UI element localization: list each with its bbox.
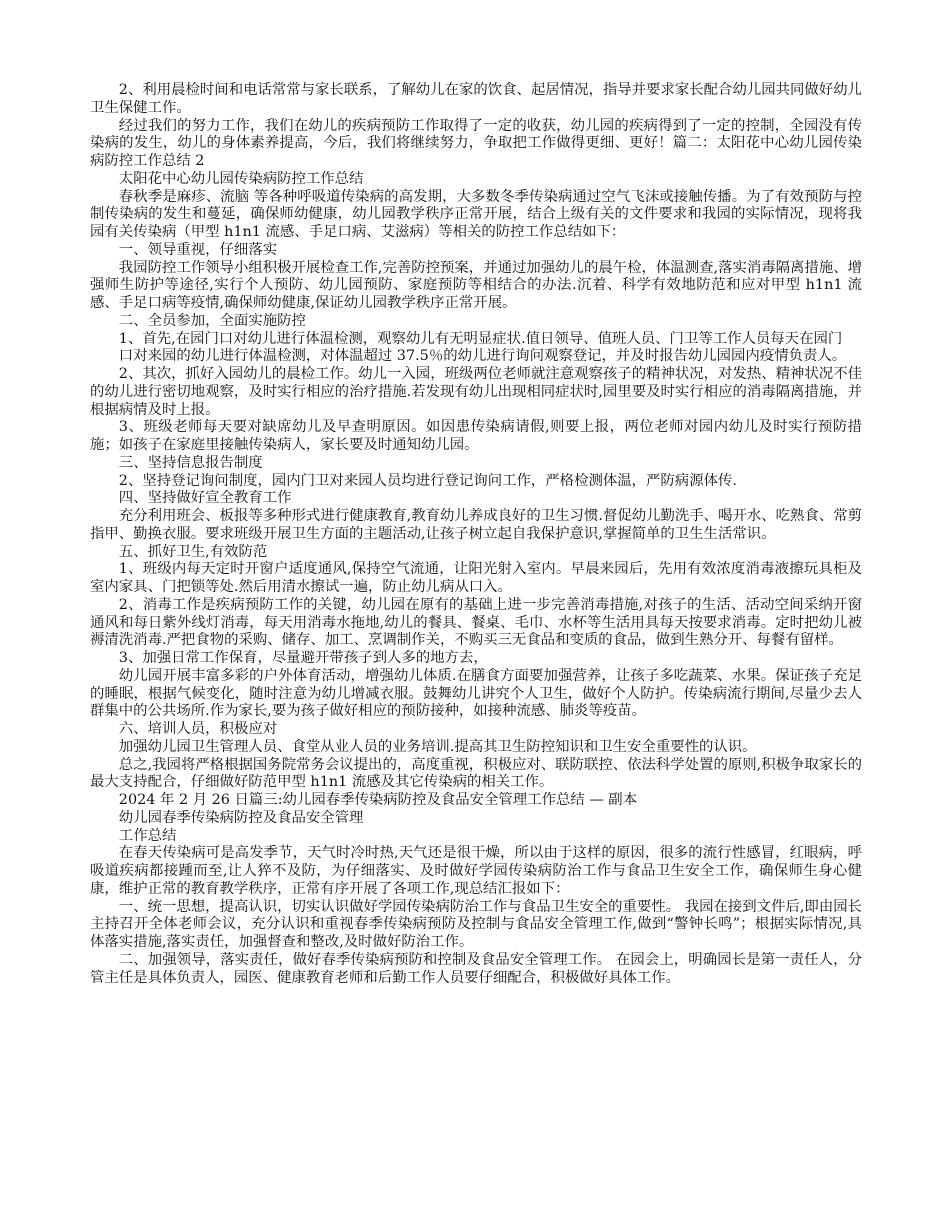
paragraph: 经过我们的努力工作，我们在幼儿的疾病预防工作取得了一定的收获，幼儿园的疾病得到了一定的控制，全园没有传染病的发生，幼儿的身体素养提高，今后，我们将继续努力，争取把工作做得更细、更好！篇二：太阳花中心幼儿园传染病防控工作总结 2 [90, 117, 862, 169]
document-body [90, 82, 862, 987]
paragraph: 口对来园的幼儿进行体温检测，对体温超过 37.5％的幼儿进行询问观察登记，并及时报告幼儿园园内疫情负责人。 [118, 348, 847, 365]
section-heading: 一、领导重视，仔细落实 [118, 241, 278, 258]
paragraph: 二、加强领导，落实责任，做好春季传染病预防和控制及食品安全管理工作。 在园会上，明确园长是第一责任人，分管主任是具体负责人，园医、健康教育老师和后勤工作人员要仔细配合，积极做好具体工作。 [90, 951, 862, 986]
paragraph: 我园防控工作领导小组积极开展检查工作,完善防控预案，并通过加强幼儿的晨午检，体温测查,落实消毒隔离措施、增强师生防护等途径,实行个人预防、幼儿园预防、家庭预防等相结合的办法.沉着、科学有效地防范和应对甲型 h1n1 流感、手足口病等疫情,确保师幼健康,保证幼儿园教学秩序正常开展。 [90, 259, 862, 311]
section-title: 太阳花中心幼儿园传染病防控工作总结 [118, 170, 364, 187]
paragraph: 幼儿园开展丰富多彩的户外体育活动，增强幼儿体质.在膳食方面要加强营养，让孩子多吃蔬菜、水果。保证孩子充足的睡眠，根据气候变化，随时注意为幼儿增减衣服。鼓舞幼儿讲究个人卫生，做好个人防护。传染病流行期间,尽量少去人群集中的公共场所.作为家长,要为孩子做好相应的预防接种，如接种流感、肺炎等疫苗。 [90, 667, 862, 720]
paragraph: 1、班级内每天定时开窗户适度通风,保持空气流通，让阳光射入室内。早晨来园后，先用有效浓度消毒液擦玩具柜及室内家具、门把锁等处.然后用清水擦试一遍，防止幼儿病从口入。 [90, 561, 862, 595]
section-heading: 三、坚持信息报告制度 [118, 454, 263, 471]
paragraph: 2、其次，抓好入园幼儿的晨检工作。幼儿一入园，班级两位老师就注意观察孩子的精神状况，对发热、精神状况不佳的幼儿进行密切地观察，及时实行相应的治疗措施.若发现有幼儿出现相同症状时,园里要及时实行相应的消毒隔离措施，并根据病情及时上报。 [90, 366, 862, 418]
section-heading: 六、培训人员，积极应对 [118, 721, 278, 737]
paragraph: 总之,我园将严格根据国务院常务会议提出的，高度重视，积极应对、联防联控、依法科学处置的原则,积极争取家长的最大支持配合，仔细做好防范甲型 h1n1 流感及其它传染病的相关工作。 [90, 756, 862, 791]
paragraph: 2、利用晨检时间和电话常常与家长联系，了解幼儿在家的饮食、起居情况，指导并要求家长配合幼儿园共同做好幼儿卫生保健工作。 [90, 82, 862, 116]
section-heading: 二、全员参加，全面实施防控 [118, 312, 306, 329]
section-title: 工作总结 [118, 827, 177, 844]
paragraph: 3、加强日常工作保育，尽量避开带孩子到人多的地方去， [118, 650, 488, 666]
section-heading: 五、抓好卫生,有效防范 [118, 543, 268, 560]
paragraph: 充分利用班会、板报等多种形式进行健康教育,教育幼儿养成良好的卫生习惯.督促幼儿勤洗手、喝开水、吃熟食、常剪指甲、勤换衣服。要求班级开展卫生方面的主题活动,让孩子树立起自我保护意识,掌握简单的卫生生活常识。 [90, 508, 862, 542]
paragraph: 2、坚持登记询问制度，园内门卫对来园人员均进行登记询问工作，严格检测体温，严防病源体传. [118, 472, 737, 489]
paragraph: 春秋季是麻疹、流脑 等各种呼吸道传染病的高发期，大多数冬季传染病通过空气飞沫或接触传播。为了有效预防与控制传染病的发生和蔓延，确保师幼健康，幼儿园教学秩序正常开展，结合上级有关的文件要求和我园的实际情况，现将我园有关传染病（甲型 h1n1 流感、手足口病、艾滋病）等相关的防控工作总结如下： [90, 188, 862, 240]
section-heading: 四、坚持做好宣全教育工作 [118, 490, 292, 507]
paragraph: 2、消毒工作是疾病预防工作的关键，幼儿园在原有的基础上进一步完善消毒措施,对孩子的生活、活动空间采纳开窗通风和每日紫外线灯消毒，每天用消毒水拖地,幼儿的餐具、餐桌、毛巾、水杯等生活用具每天按要求消毒。定时把幼儿被褥清洗消毒.严把食物的采购、储存、加工、烹调制作关，不购买三无食品和变质的食品，做到生熟分开、每餐有留样。 [90, 596, 862, 649]
section-title: 幼儿园春季传染病防控及食品安全管理 [118, 809, 364, 826]
paragraph: 加强幼儿园卫生管理人员、食堂从业人员的业务培训.提高其卫生防控知识和卫生安全重要性的认识。 [118, 738, 757, 755]
paragraph: 2024 年 2 月 26 日篇三:幼儿园春季传染病防控及食品安全管理工作总结 — 副本 [118, 792, 638, 808]
paragraph: 1、首先,在园门口对幼儿进行体温检测，观察幼儿有无明显症状.值日领导、值班人员、门卫等工作人员每天在园门 [118, 330, 843, 347]
paragraph: 在春天传染病可是高发季节，天气时冷时热,天气还是很干燥，所以由于这样的原因，很多的流行性感冒，红眼病，呼吸道疾病都接踵而至,让人猝不及防，为仔细落实、及时做好学园传染病防治工作与食品卫生安全工作，确保师生身心健康，维护正常的教育教学秩序，正常有序开展了各项工作,现总结汇报如下： [90, 845, 862, 897]
paragraph: 一、统一思想，提高认识，切实认识做好学园传染病防治工作与食品卫生安全的重要性。 我园在接到文件后,即由园长主持召开全体老师会议，充分认识和重视春季传染病预防及控制与食品安全管理工作,做到“警钟长鸣”；根据实际情况,具体落实措施,落实责任，加强督查和整改,及时做好防治工作。 [90, 898, 862, 950]
paragraph: 3、班级老师每天要对缺席幼儿及早查明原因。如因患传染病请假,则要上报，两位老师对园内幼儿及时实行预防措施；如孩子在家庭里接触传染病人，家长要及时通知幼儿园。 [90, 419, 862, 453]
